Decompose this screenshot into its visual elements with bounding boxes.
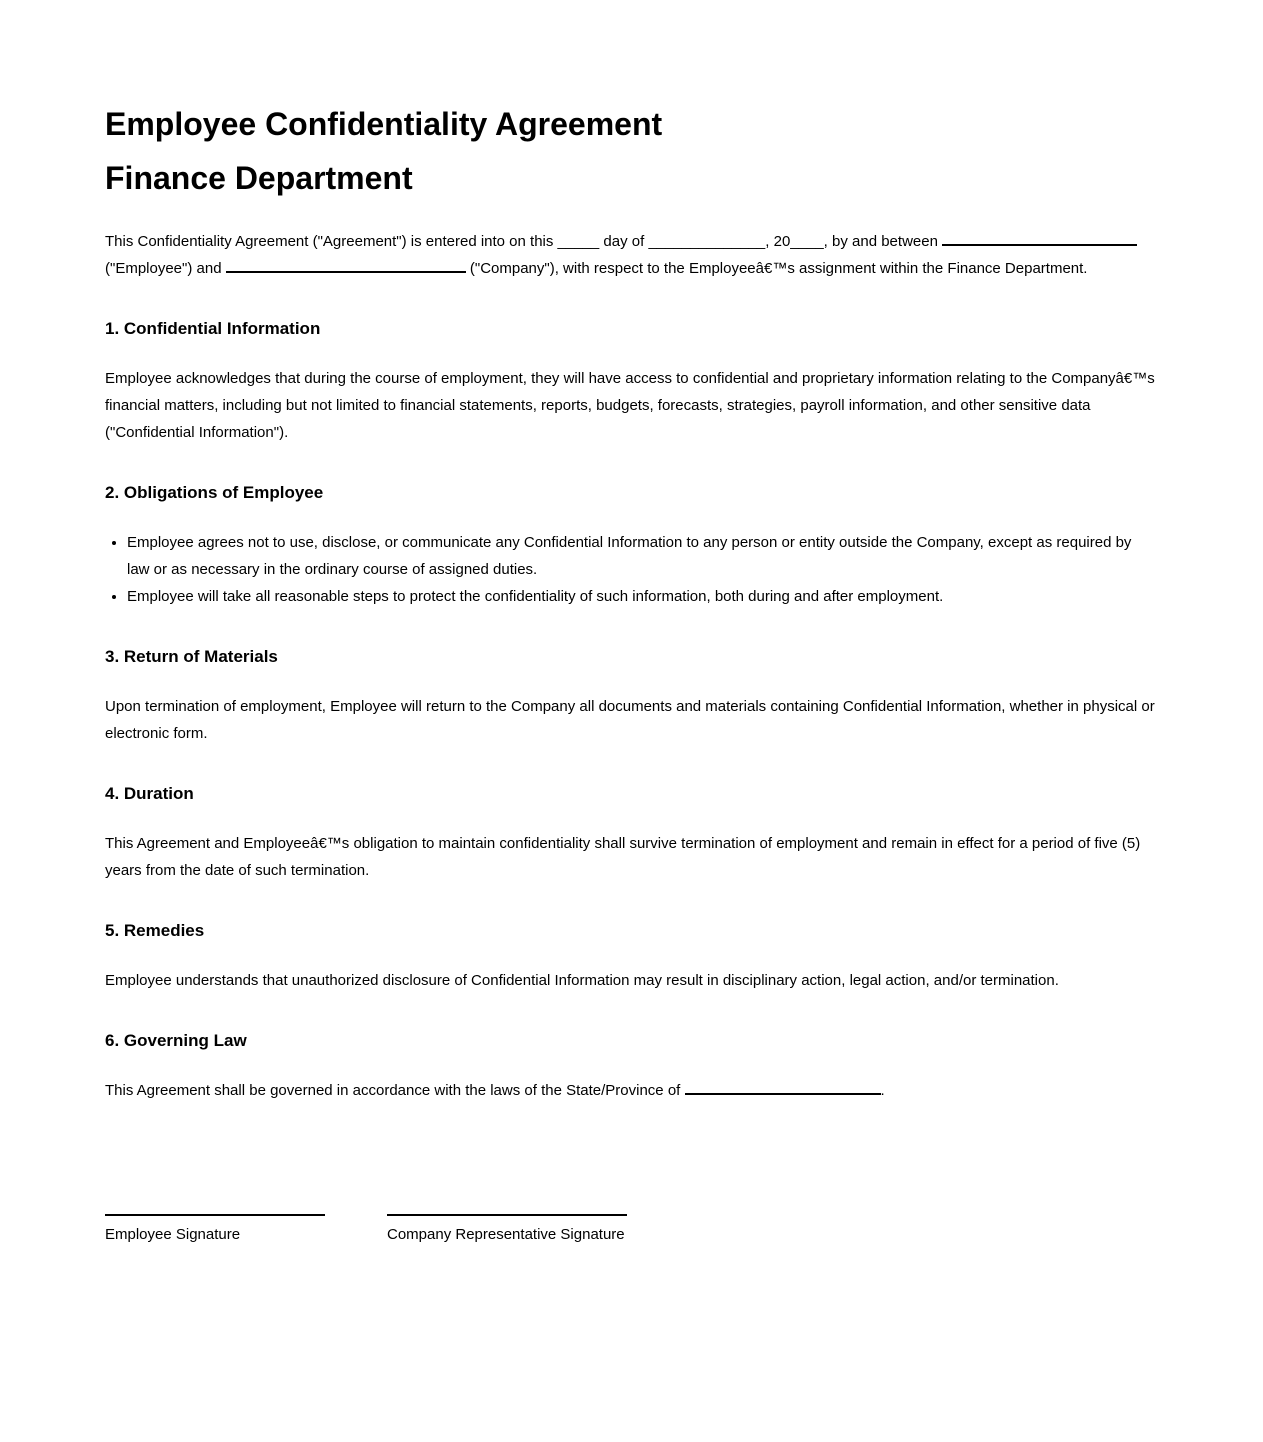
section-heading-confidential-information: 1. Confidential Information	[105, 319, 321, 338]
section-duration	[105, 784, 1158, 884]
intro-text-3: , 20	[765, 233, 791, 250]
blank-month: ______________	[648, 233, 766, 250]
intro-text-4: , by and between	[823, 233, 943, 250]
obligations-bullet-list	[105, 529, 1158, 610]
employee-signature-line	[105, 1214, 325, 1216]
section-confidential-information	[105, 319, 1158, 446]
blank-state-province-line	[685, 1082, 881, 1095]
blank-employee-name-line	[942, 233, 1137, 246]
governing-law-paragraph	[105, 1077, 1158, 1104]
intro-text-2: day of	[599, 233, 649, 250]
governing-law-text: This Agreement shall be governed in accordance with the laws of the State/Province of	[105, 1082, 685, 1099]
section-heading-remedies: 5. Remedies	[105, 921, 205, 940]
document-subtitle: Finance Department	[105, 160, 413, 196]
document-title: Employee Confidentiality Agreement	[105, 106, 663, 142]
section-heading-duration: 4. Duration	[105, 784, 194, 803]
intro-text-1: This Confidentiality Agreement ("Agreement") is entered into on this	[105, 233, 558, 250]
section-paragraph: Employee understands that unauthorized disclosure of Confidential Information may result in disciplinary action, legal action, and/or termination.	[105, 972, 1059, 989]
blank-company-name-line	[226, 260, 466, 273]
intro-text-6: ("Company"), with respect to the Employeeâ€™s assignment within the Finance Department.	[465, 260, 1088, 277]
company-signature-label: Company Representative Signature	[387, 1226, 625, 1243]
section-paragraph: Employee acknowledges that during the course of employment, they will have access to confidential and proprietary information relating to the Companyâ€™s financial matters, including but not limited to financial statements, reports, budgets, forecasts, strategies, payroll information, and other sensitive data ("Confidential Information").	[105, 370, 1155, 441]
blank-day: _____	[557, 233, 600, 250]
section-heading-obligations-of-employee: 2. Obligations of Employee	[105, 483, 324, 502]
section-obligations-of-employee	[105, 483, 1158, 610]
section-governing-law	[105, 1031, 1158, 1104]
section-remedies	[105, 921, 1158, 994]
blank-year: ____	[790, 233, 824, 250]
list-item: • Employee will take all reasonable steps to protect the confidentiality of such information, both during and after employment.	[127, 583, 1158, 610]
list-item: • Employee agrees not to use, disclose, or communicate any Confidential Information to any person or entity outside the Company, except as required by law or as necessary in the ordinary course of assigned duties.	[127, 529, 1158, 583]
intro-text-5: ("Employee") and	[105, 260, 226, 277]
section-return-of-materials	[105, 647, 1158, 747]
section-paragraph: This Agreement and Employeeâ€™s obligation to maintain confidentiality shall survive termination of employment and remain in effect for a period of five (5) years from the date of such termination.	[105, 835, 1141, 879]
company-signature-line	[387, 1214, 627, 1216]
intro-paragraph	[105, 228, 1158, 282]
section-paragraph: Upon termination of employment, Employee will return to the Company all documents and materials containing Confidential Information, whether in physical or electronic form.	[105, 698, 1155, 742]
governing-law-period: .	[880, 1082, 885, 1099]
employee-signature-label: Employee Signature	[105, 1226, 241, 1243]
signature-block	[105, 1214, 1158, 1245]
employee-signature-field	[105, 1214, 325, 1245]
section-heading-governing-law: 6. Governing Law	[105, 1031, 247, 1050]
section-heading-return-of-materials: 3. Return of Materials	[105, 647, 278, 666]
company-signature-field	[387, 1214, 627, 1245]
